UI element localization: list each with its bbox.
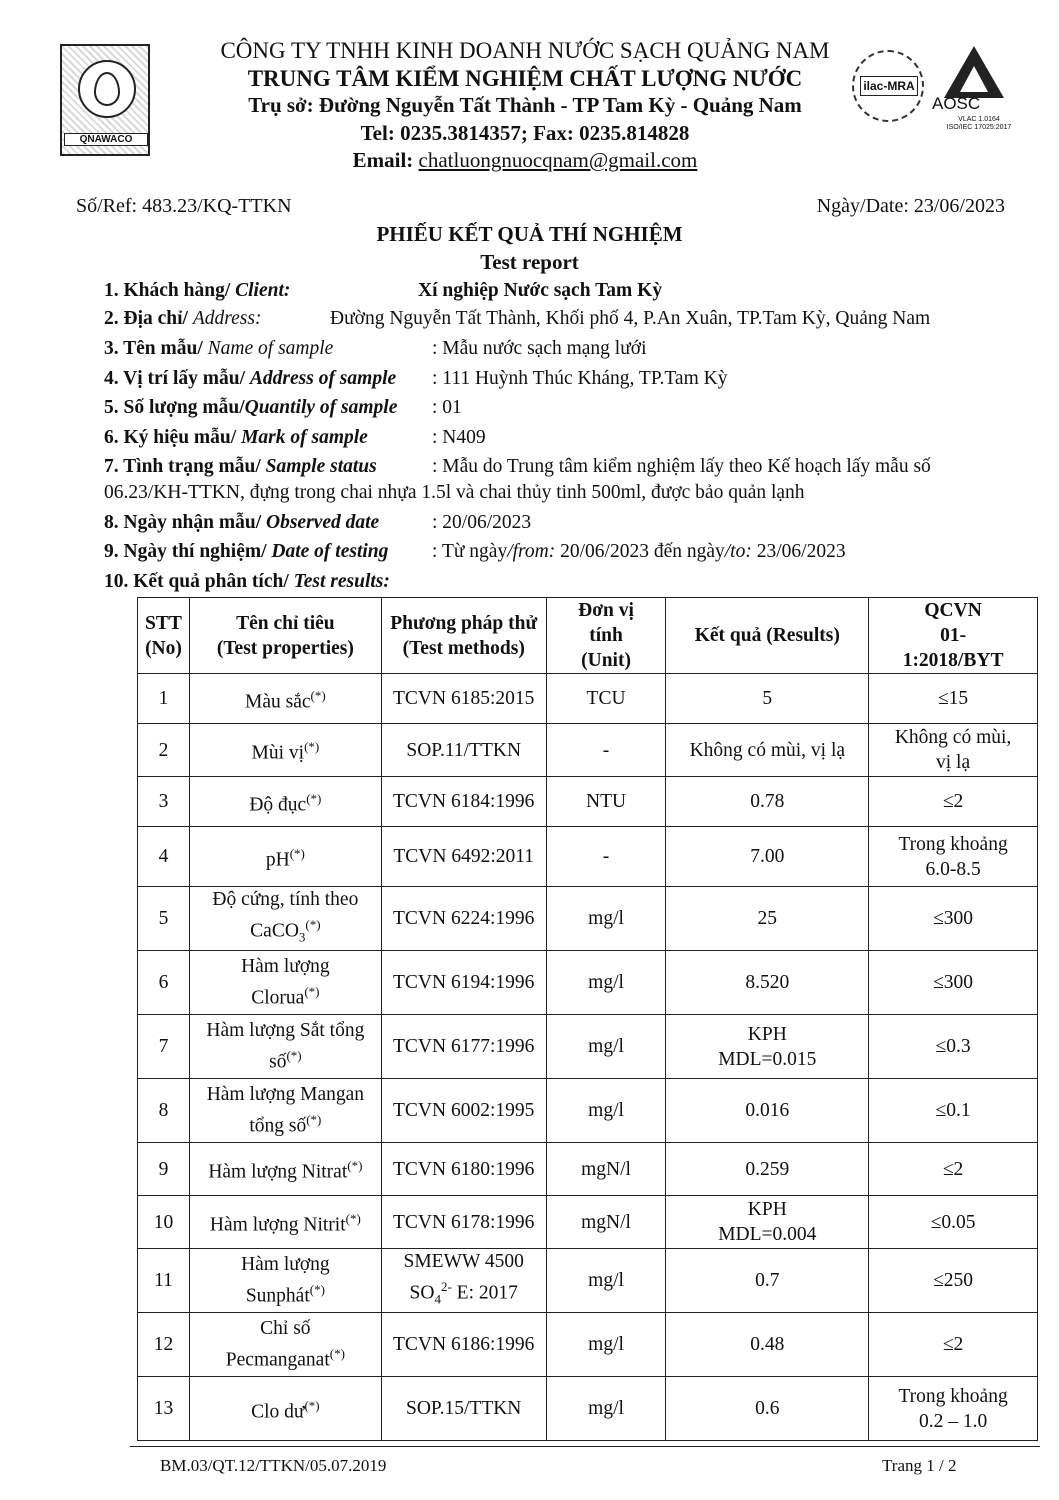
- company-address: Trụ sở: Đường Nguyễn Tất Thành - TP Tam Kỳ - Quảng Nam: [248, 93, 802, 117]
- cell-limit: ≤2: [869, 1313, 1038, 1377]
- cell-result: 0.7: [666, 1249, 869, 1313]
- cell-no: 9: [138, 1143, 190, 1196]
- cell-result: 5: [666, 674, 869, 724]
- cell-property: Độ đục(*): [189, 777, 381, 827]
- sample-mark-label: 6. Ký hiệu mẫu/ Mark of sample: [104, 427, 368, 448]
- observed-date-value: : 20/06/2023: [432, 512, 532, 533]
- cell-method: TCVN 6194:1996: [381, 951, 546, 1015]
- company-logo: [60, 44, 150, 156]
- cell-unit: -: [546, 827, 666, 887]
- aosc-text: AOSC: [932, 94, 981, 113]
- cell-limit: ≤300: [869, 951, 1038, 1015]
- cell-result: 0.016: [666, 1079, 869, 1143]
- table-row: [138, 777, 1038, 827]
- sample-quantity-value: : 01: [432, 397, 462, 418]
- cell-method: TCVN 6178:1996: [381, 1196, 546, 1249]
- company-name: CÔNG TY TNHH KINH DOANH NƯỚC SẠCH QUẢNG NAM: [220, 38, 830, 63]
- cell-limit: ≤0.05: [869, 1196, 1038, 1249]
- cell-no: 13: [138, 1377, 190, 1441]
- sample-name-label: 3. Tên mẫu/ Name of sample: [104, 338, 334, 359]
- table-header-row: [138, 598, 1038, 674]
- table-row: [138, 1196, 1038, 1249]
- cell-unit: TCU: [546, 674, 666, 724]
- cell-no: 5: [138, 887, 190, 951]
- client-value: Xí nghiệp Nước sạch Tam Kỳ: [418, 280, 663, 301]
- table-row: [138, 674, 1038, 724]
- table-row: [138, 1313, 1038, 1377]
- cell-method: TCVN 6002:1995: [381, 1079, 546, 1143]
- cell-property: Hàm lượng Sắt tổng số(*): [189, 1015, 381, 1079]
- cell-unit: mg/l: [546, 1377, 666, 1441]
- cell-limit: ≤2: [869, 1143, 1038, 1196]
- table-row: [138, 1377, 1038, 1441]
- cell-method: TCVN 6185:2015: [381, 674, 546, 724]
- cell-no: 8: [138, 1079, 190, 1143]
- cell-no: 11: [138, 1249, 190, 1313]
- table-row: [138, 724, 1038, 777]
- vlac-text: VLAC 1.0164 ISO/IEC 17025:2017: [946, 116, 1012, 131]
- report-subtitle: Test report: [480, 250, 579, 274]
- testing-date-label: 9. Ngày thí nghiệm/ Date of testing: [104, 541, 389, 562]
- cell-result: 8.520: [666, 951, 869, 1015]
- sample-name-value: : Mẫu nước sạch mạng lưới: [432, 338, 647, 359]
- aosc-logo: [930, 46, 1020, 132]
- header-no: STT (No): [138, 598, 190, 674]
- logo-text: QNAWACO: [64, 133, 148, 146]
- cell-no: 12: [138, 1313, 190, 1377]
- cell-limit: ≤0.1: [869, 1079, 1038, 1143]
- cell-no: 4: [138, 827, 190, 887]
- water-drop-icon: [94, 72, 120, 106]
- cell-property: Clo dư(*): [189, 1377, 381, 1441]
- cell-property: Mùi vị(*): [189, 724, 381, 777]
- cell-no: 7: [138, 1015, 190, 1079]
- cell-result: Không có mùi, vị lạ: [666, 724, 869, 777]
- table-body: [138, 674, 1038, 1441]
- report-title: PHIẾU KẾT QUẢ THÍ NGHIỆM: [376, 222, 683, 246]
- cell-no: 3: [138, 777, 190, 827]
- sample-status-value-cont: 06.23/KH-TTKN, đựng trong chai nhựa 1.5l và chai thủy tinh 500ml, được bảo quản lạnh: [104, 482, 805, 503]
- table-row: [138, 887, 1038, 951]
- cell-limit: Không có mùi, vị lạ: [869, 724, 1038, 777]
- cell-unit: -: [546, 724, 666, 777]
- ref-number: Số/Ref: 483.23/KQ-TTKN: [76, 195, 292, 217]
- cell-property: Hàm lượng Nitrit(*): [189, 1196, 381, 1249]
- cell-property: Hàm lượng Mangan tổng số(*): [189, 1079, 381, 1143]
- cell-no: 2: [138, 724, 190, 777]
- cell-unit: mg/l: [546, 1015, 666, 1079]
- cell-unit: mgN/l: [546, 1143, 666, 1196]
- cell-unit: mg/l: [546, 1249, 666, 1313]
- company-tel: Tel: 0235.3814357; Fax: 0235.814828: [360, 121, 690, 145]
- cell-unit: NTU: [546, 777, 666, 827]
- cell-unit: mg/l: [546, 887, 666, 951]
- test-results-label: 10. Kết quả phân tích/ Test results:: [104, 571, 390, 592]
- observed-date-label: 8. Ngày nhận mẫu/ Observed date: [104, 512, 380, 533]
- cell-method: TCVN 6184:1996: [381, 777, 546, 827]
- cell-property: Hàm lượng Sunphát(*): [189, 1249, 381, 1313]
- cell-no: 10: [138, 1196, 190, 1249]
- center-name: TRUNG TÂM KIỂM NGHIỆM CHẤT LƯỢNG NƯỚC: [247, 66, 803, 91]
- cell-unit: mg/l: [546, 951, 666, 1015]
- cell-method: SMEWW 4500 $SO_4^{2-}$ E: 2017: [381, 1249, 546, 1313]
- table-row: [138, 1249, 1038, 1313]
- cell-method: TCVN 6177:1996: [381, 1015, 546, 1079]
- cell-limit: Trong khoảng 6.0-8.5: [869, 827, 1038, 887]
- cell-unit: mg/l: [546, 1313, 666, 1377]
- sample-location-label: 4. Vị trí lấy mẫu/ Address of sample: [104, 368, 397, 389]
- cell-unit: mgN/l: [546, 1196, 666, 1249]
- table-row: [138, 827, 1038, 887]
- email-label: Email:: [352, 148, 419, 172]
- cell-limit: ≤15: [869, 674, 1038, 724]
- cell-method: TCVN 6224:1996: [381, 887, 546, 951]
- cell-property: Độ cứng, tính theo CaCO$_3$(*): [189, 887, 381, 951]
- cell-limit: Trong khoảng 0.2 – 1.0: [869, 1377, 1038, 1441]
- cell-property: Chỉ số Pecmanganat(*): [189, 1313, 381, 1377]
- address-value: Đường Nguyễn Tất Thành, Khối phố 4, P.An Xuân, TP.Tam Kỳ, Quảng Nam: [330, 308, 931, 329]
- cell-limit: ≤2: [869, 777, 1038, 827]
- cell-no: 6: [138, 951, 190, 1015]
- cell-no: 1: [138, 674, 190, 724]
- company-email-line: [150, 148, 900, 173]
- footer-divider: [130, 1446, 1040, 1447]
- cell-result: 0.48: [666, 1313, 869, 1377]
- cell-result: 25: [666, 887, 869, 951]
- cell-method: SOP.15/TTKN: [381, 1377, 546, 1441]
- cell-property: pH(*): [189, 827, 381, 887]
- client-label: 1. Khách hàng/ Client:: [104, 280, 291, 301]
- table-row: [138, 951, 1038, 1015]
- report-date: Ngày/Date: 23/06/2023: [816, 195, 1005, 217]
- cell-result: KPH MDL=0.004: [666, 1196, 869, 1249]
- header-result: Kết quả (Results): [666, 598, 869, 674]
- email-link[interactable]: chatluongnuocqnam@gmail.com: [418, 148, 698, 172]
- ilac-mra-logo: [852, 50, 924, 122]
- cell-property: Hàm lượng Clorua(*): [189, 951, 381, 1015]
- cell-result: 0.78: [666, 777, 869, 827]
- cell-limit: ≤0.3: [869, 1015, 1038, 1079]
- testing-date-value: : Từ ngày/from: 20/06/2023 đến ngày/to: 23/06/2023: [432, 541, 846, 562]
- address-label: 2. Địa chỉ/ Address:: [104, 308, 262, 329]
- sample-quantity-label: 5. Số lượng mẫu/Quantily of sample: [104, 397, 398, 418]
- sample-status-value: : Mẫu do Trung tâm kiểm nghiệm lấy theo Kế hoạch lấy mẫu số: [432, 456, 931, 477]
- cell-method: TCVN 6186:1996: [381, 1313, 546, 1377]
- table-row: [138, 1143, 1038, 1196]
- page-number: Trang 1 / 2: [882, 1456, 957, 1475]
- sample-mark-value: : N409: [432, 427, 486, 448]
- form-code: BM.03/QT.12/TTKN/05.07.2019: [160, 1456, 387, 1475]
- cell-result: KPH MDL=0.015: [666, 1015, 869, 1079]
- cell-unit: mg/l: [546, 1079, 666, 1143]
- cell-result: 7.00: [666, 827, 869, 887]
- cell-method: TCVN 6180:1996: [381, 1143, 546, 1196]
- sample-status-label: 7. Tình trạng mẫu/ Sample status: [104, 456, 377, 477]
- cell-property: Hàm lượng Nitrat(*): [189, 1143, 381, 1196]
- header-unit: Đơn vị tính (Unit): [546, 598, 666, 674]
- cell-result: 0.259: [666, 1143, 869, 1196]
- sample-location-value: : 111 Huỳnh Thúc Kháng, TP.Tam Kỳ: [432, 368, 728, 389]
- cell-method: TCVN 6492:2011: [381, 827, 546, 887]
- table-row: [138, 1079, 1038, 1143]
- cell-method: SOP.11/TTKN: [381, 724, 546, 777]
- cell-result: 0.6: [666, 1377, 869, 1441]
- header-limit: QCVN 01- 1:2018/BYT: [869, 598, 1038, 674]
- results-table: [137, 597, 1038, 1441]
- cell-limit: ≤250: [869, 1249, 1038, 1313]
- cell-property: Màu sắc(*): [189, 674, 381, 724]
- cell-limit: ≤300: [869, 887, 1038, 951]
- header-property: Tên chỉ tiêu (Test properties): [189, 598, 381, 674]
- table-row: [138, 1015, 1038, 1079]
- ilac-text: ilac-MRA: [860, 76, 918, 96]
- header-method: Phương pháp thử (Test methods): [381, 598, 546, 674]
